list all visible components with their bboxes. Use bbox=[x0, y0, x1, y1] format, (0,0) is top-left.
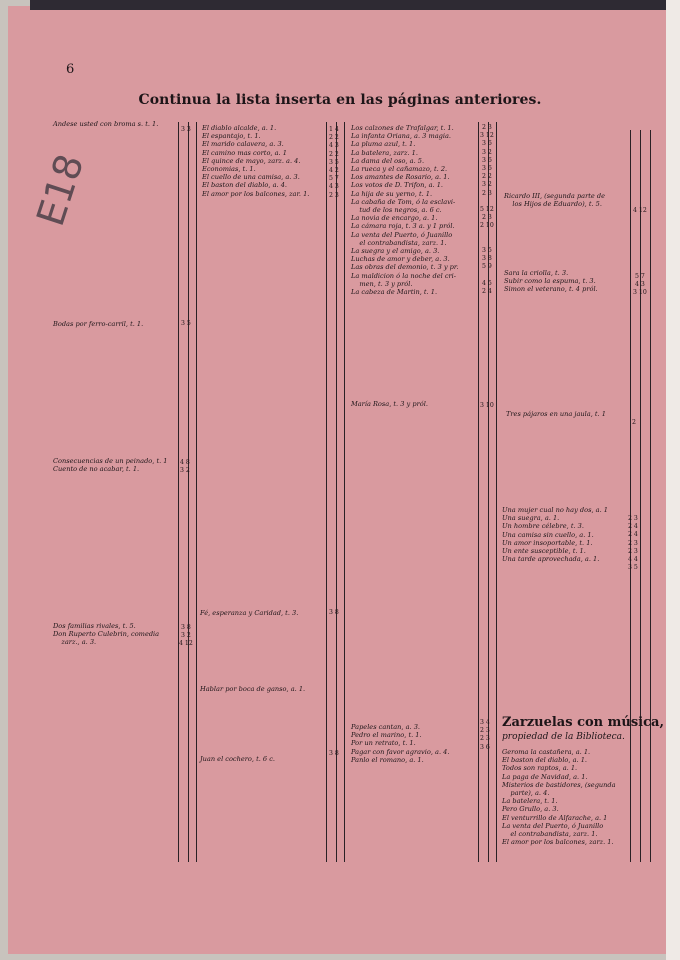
rule-col4-c bbox=[650, 130, 651, 862]
col1-entries-d: Dos familias rivales, t. 5. Don Ruperto Culebrin, comedia zarz., a. 3. bbox=[53, 622, 160, 647]
col2-entries-d: Juan el cochero, t. 6 c. bbox=[200, 755, 276, 763]
col4-entries-d: Una mujer cual no hay dos, a. 1 Una suegra, a. 1. Un hombre célebre, t. 3. Una camisa sin cuello, a. 1. Un amor insoportable, t. 1. Un ente susceptible, t. 1. Una tarde aprovechada, a. 1. bbox=[502, 506, 608, 564]
rule-col3-a bbox=[478, 122, 479, 862]
rule-col4-a bbox=[630, 130, 631, 862]
col2-numbers-b: 3 8 bbox=[329, 609, 339, 616]
col2-numbers-a: 1 4 2 2 4 3 2 2 3 5 4 2 5 7 4 3 2 3 bbox=[329, 126, 339, 199]
col3-numbers-b: 3 10 bbox=[480, 402, 494, 409]
col4-entries-b: Sara la criolla, t. 3. Subir como la espuma, t. 3. Simon el veterano, t. 4 pról. bbox=[504, 269, 598, 294]
col4-numbers-d: 2 3 2 4 2 4 2 3 2 3 4 4 3 5 bbox=[628, 515, 638, 572]
col3-entries-a: Los calzones de Trafalgar, t. 1. La infanta Oriana, a. 3 magia. La pluma azul, t. 1. La batelera, zarz. 1. La dama del oso, a. 5. La rueca y el cañamazo, t. 2. Los amantes de Rosario, a. 1. Los votos de D. Trifon, a. 1. La hija de su yerno, t. 1. La cabaña de Tom, ó la esclavi- tud de los negros, a. 6 c. La novia de encargo, a. 1. La cámara roja, t. 3 a. y 1 pról. La venta del Puerto, ó Juanillo el contrabandista, zarz. 1. La suegra y el amigo, a. 3. Luchas de amor y deber, a. 3. Las obras del demonio, t. 3 y pr. La maldicion ó la noche del cri- men, t. 3 y pról. La cabeza de Martin, t. 1. bbox=[351, 124, 459, 297]
page-number: 6 bbox=[66, 62, 75, 77]
col1-entries-b: Bodas por ferro-carril, t. 1. bbox=[53, 320, 144, 328]
col4-entries-a: Ricardo III, (segunda parte de los Hijos de Eduardo), t. 5. bbox=[504, 192, 606, 209]
page-edge bbox=[666, 0, 680, 960]
col2-numbers-d: 3 8 bbox=[329, 750, 339, 757]
col1-numbers-a: 3 3 bbox=[181, 126, 191, 133]
col2-entries-c: Hablar por boca de ganso, a. 1. bbox=[200, 685, 306, 693]
col1-numbers-c: 4 8 3 2 bbox=[180, 459, 190, 475]
rule-col1-b bbox=[188, 122, 189, 862]
col2-entries-b: Fé, esperanza y Caridad, t. 3. bbox=[200, 609, 299, 617]
col4-numbers-a: 4 12 bbox=[633, 207, 647, 214]
col4-numbers-c: 2 bbox=[632, 419, 636, 426]
rule-col3-c bbox=[496, 122, 497, 862]
rule-col1-a bbox=[178, 122, 179, 862]
col3-entries-b: María Rosa, t. 3 y pról. bbox=[351, 400, 428, 408]
col4-entries-c: Tres pájaros en una jaula, t. 1 bbox=[506, 410, 606, 418]
col4-entries-e: Geroma la castañera, a. 1. El baston del diablo, a. 1. Todos son raptos, a. 1. La paga de Navidad, a. 1. Misterios de bastidores, (segunda parte), a. 4. La batelera, t. 1. Pero Grullo, a. 3. El venturrillo de Alfarache, a. 1 La venta del Puerto, ó Juanillo el contrabandista, zarz. 1. El amor por los balcones, zarz. 1. bbox=[502, 748, 616, 847]
col1-numbers-b: 3 5 bbox=[181, 320, 191, 327]
col3-numbers-a: 2 3 3 12 3 6 3 2 3 6 3 6 2 2 3 2 2 3 5 12 2 3 2 10 3 5 3 8 5 9 4 5 2 4 bbox=[480, 124, 494, 296]
rule-col2-a bbox=[326, 122, 327, 862]
page-heading: Continua la lista inserta en las páginas anteriores. bbox=[138, 92, 542, 108]
col3-entries-c: Papeles cantan, a. 3. Pedro el marino, t. 1. Por un retrato, t. 1. Pagar con favor agravio, a. 4. Panlo el romano, a. 1. bbox=[351, 723, 450, 764]
zarzuelas-subheading: propiedad de la Biblioteca. bbox=[502, 732, 625, 742]
rule-col2-c bbox=[344, 122, 345, 862]
col1-entries-a: Andese usted con broma s. t. 1. bbox=[53, 120, 159, 128]
col4-numbers-b: 5 7 4 3 3 10 bbox=[633, 273, 647, 297]
col3-numbers-c: 3 4 2 3 2 3 3 6 bbox=[480, 719, 490, 751]
rule-col1-c bbox=[196, 122, 197, 862]
top-binding-edge bbox=[30, 0, 670, 10]
col1-numbers-d: 3 8 3 2 4 12 bbox=[179, 624, 193, 648]
zarzuelas-heading: Zarzuelas con música, bbox=[502, 715, 664, 730]
col1-entries-c: Consecuencias de un peinado, t. 1 Cuento de no acabar, t. 1. bbox=[53, 457, 168, 474]
pencil-annotation: E18 bbox=[28, 148, 93, 232]
col2-entries-a: El diablo alcalde, a. 1. El espantajo, t. 1. El marido calavera, a. 3. El camino mas corto, a. 1 El quince de mayo, zarz. a. 4. Economias, t. 1. El cuello de una camisa, a. 3. El baston del diablo, a. 4. El amor por los balcones, zar. 1. bbox=[202, 124, 310, 198]
rule-col4-b bbox=[640, 130, 641, 862]
